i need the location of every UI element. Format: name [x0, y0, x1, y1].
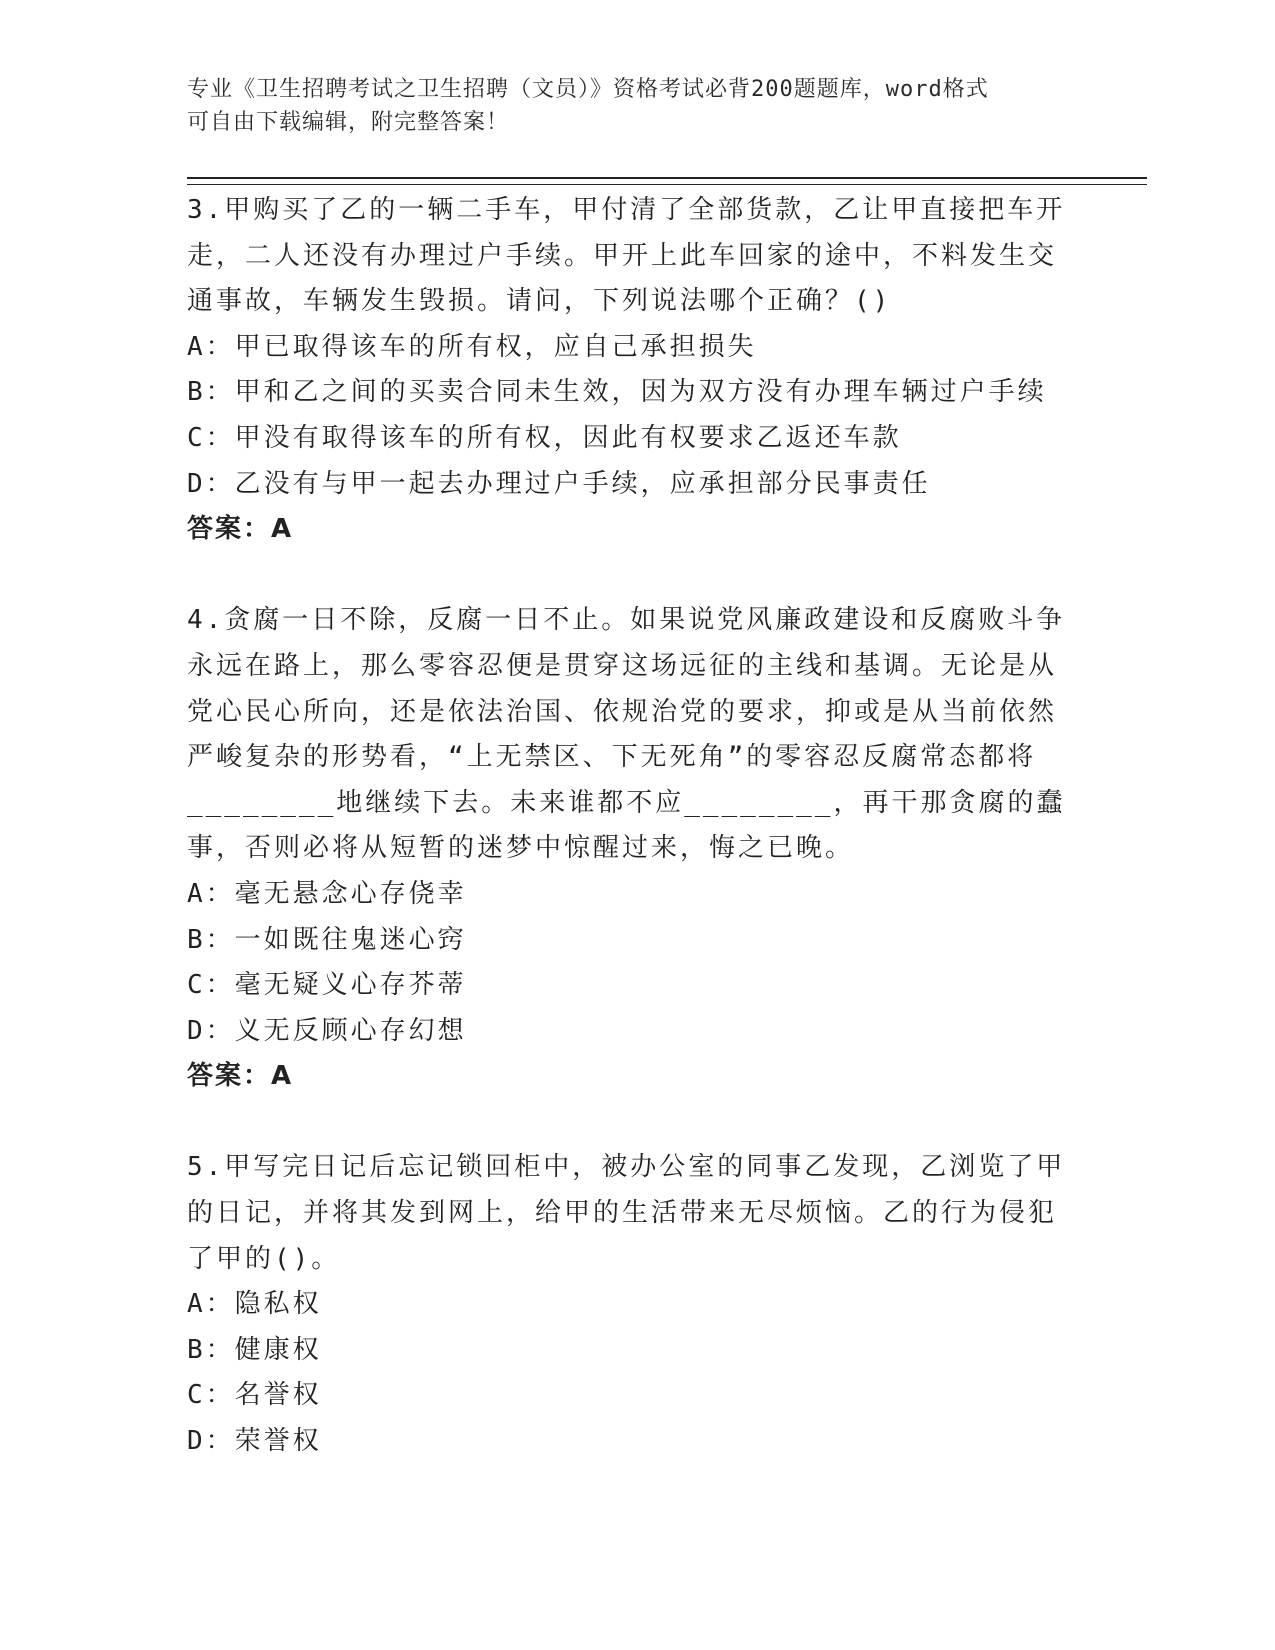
- option-b: B：一如既往鬼迷心窍: [187, 924, 467, 955]
- answer-label: 答案：: [187, 1061, 272, 1092]
- document-header: [187, 73, 1067, 139]
- answer-value: A: [271, 514, 294, 545]
- option-a: A：隐私权: [187, 1289, 322, 1320]
- answer-value: A: [271, 1061, 294, 1092]
- answer-line: [187, 1054, 1067, 1100]
- option-a: A：甲已取得该车的所有权，应自己承担损失: [187, 331, 757, 362]
- option-c: C：毫无疑义心存芥蒂: [187, 970, 467, 1001]
- question-stem: 4.贪腐一日不除，反腐一日不止。如果说党风廉政建设和反腐败斗争永远在路上，那么零容忍便是贯穿这场远征的主线和基调。无论是从党心民心所向，还是依法治国、依规治党的要求，抑或是从当前依然严峻复杂的形势看，“上无禁区、下无死角”的零容忍反腐常态都将________地继续下去。未来谁都不应________，再干那贪腐的蠢事，否则必将从短暂的迷梦中惊醒过来，悔之已晚。: [187, 605, 1066, 864]
- question-list: [187, 188, 1067, 1510]
- header-divider: [187, 177, 1147, 185]
- question-3: [187, 188, 1067, 553]
- option-a: A：毫无悬念心存侥幸: [187, 878, 467, 909]
- question-5: [187, 1145, 1067, 1464]
- question-stem: 5.甲写完日记后忘记锁回柜中，被办公室的同事乙发现，乙浏览了甲的日记，并将其发到网上，给甲的生活带来无尽烦恼。乙的行为侵犯了甲的()。: [187, 1152, 1066, 1274]
- option-c: C：甲没有取得该车的所有权，因此有权要求乙返还车款: [187, 422, 902, 453]
- option-d: D：荣誉权: [187, 1426, 322, 1457]
- option-b: B：健康权: [187, 1334, 322, 1365]
- option-c: C：名誉权: [187, 1380, 322, 1411]
- option-d: D：乙没有与甲一起去办理过户手续，应承担部分民事责任: [187, 468, 931, 499]
- header-title-line-2: 可自由下载编辑，附完整答案！: [187, 110, 510, 135]
- answer-line: [187, 507, 1067, 553]
- option-d: D：义无反顾心存幻想: [187, 1015, 467, 1046]
- answer-label: 答案：: [187, 514, 272, 545]
- question-4: [187, 598, 1067, 1100]
- option-b: B：甲和乙之间的买卖合同未生效，因为双方没有办理车辆过户手续: [187, 377, 1047, 408]
- question-stem: 3.甲购买了乙的一辆二手车，甲付清了全部货款，乙让甲直接把车开走，二人还没有办理过户手续。甲开上此车回家的途中，不料发生交通事故，车辆发生毁损。请问，下列说法哪个正确？(): [187, 195, 1066, 317]
- header-title-line-1: 专业《卫生招聘考试之卫生招聘（文员）》资格考试必背200题题库，word格式: [187, 77, 989, 102]
